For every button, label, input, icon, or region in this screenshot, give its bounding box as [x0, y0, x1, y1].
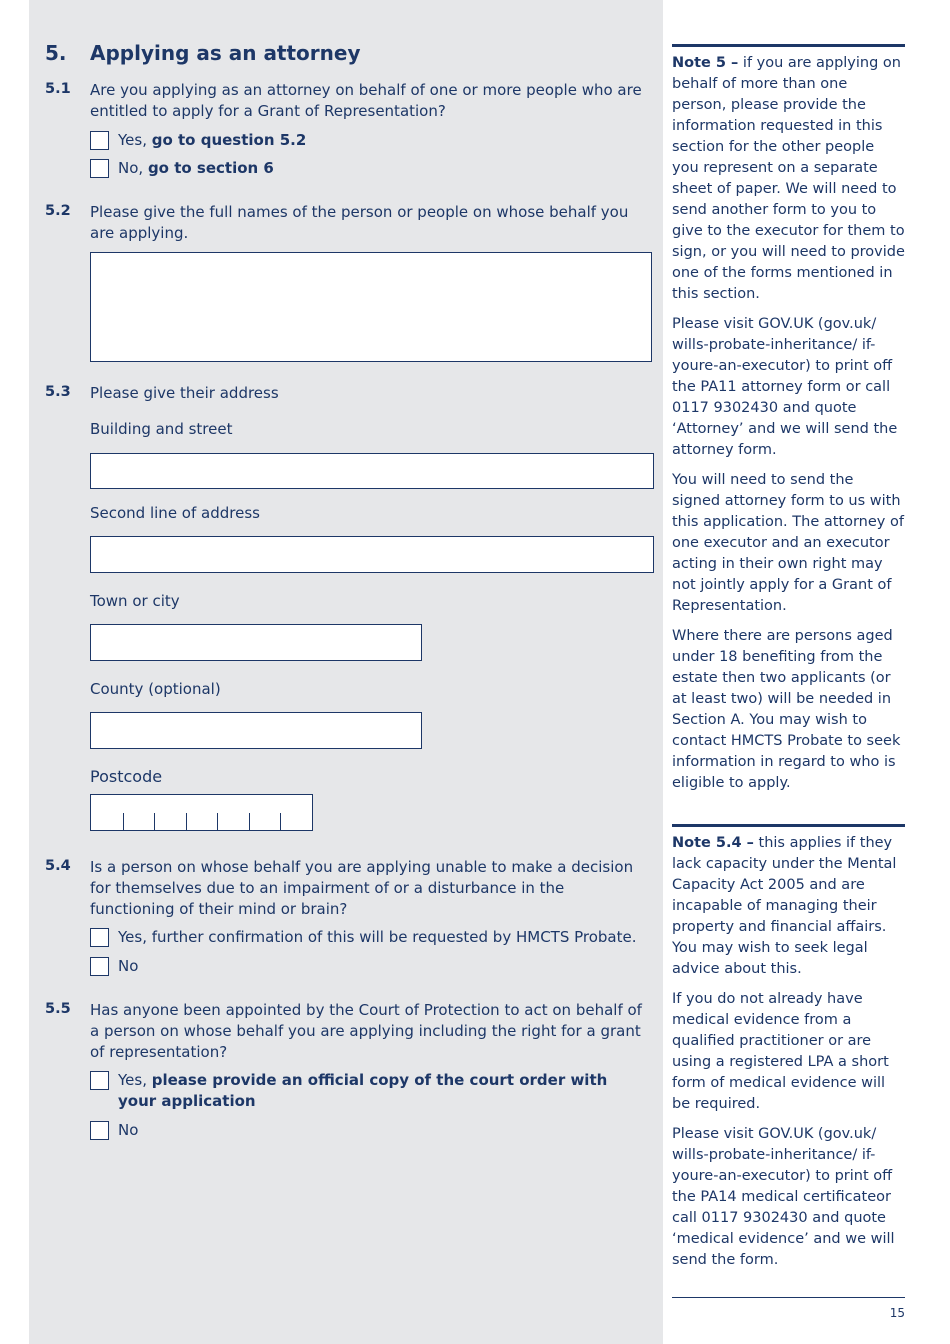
question-number-5-3: 5.3 [45, 384, 71, 400]
option-5-1-yes[interactable]: Yes, go to question 5.2 [90, 130, 638, 151]
county-label: County (optional) [90, 680, 221, 698]
full-names-field[interactable] [90, 252, 652, 362]
postcode-cell[interactable] [249, 795, 281, 830]
option-5-5-no[interactable]: No [90, 1120, 638, 1141]
checkbox-5-5-yes[interactable] [90, 1071, 109, 1090]
note-5-4-rule [672, 824, 905, 827]
building-street-field[interactable] [90, 453, 654, 489]
note-5-4: Note 5.4 – this applies if they lack capacity under the Mental Capacity Act 2005 and are incapable of managing their property and financial affairs. You may wish to seek legal advice about this. If you do not already have medical evidence from a qualified practitioner or are using a registered LPA a short form of medical evidence will be required. Please visit GOV.UK (gov.uk/ wills-probate-inheritance/ if-youre-an-executor) to print off the PA14 medical certificateor call 0117 9302430 and quote ‘medical evidence’ and we will send the form. [672, 835, 897, 1268]
second-line-field[interactable] [90, 536, 654, 573]
question-text-5-5: Has anyone been appointed by the Court of Protection to act on behalf of a person on whose behalf you are applying including the right for a grant of representation? [90, 1001, 642, 1061]
page-number: 15 [889, 1306, 905, 1320]
postcode-cell[interactable] [123, 795, 155, 830]
town-city-field[interactable] [90, 624, 422, 661]
postcode-cell[interactable] [280, 795, 312, 830]
question-text-5-1: Are you applying as an attorney on behalf of one or more people who are entitled to apply for a Grant of Representation? [90, 81, 642, 120]
checkbox-5-4-yes[interactable] [90, 928, 109, 947]
postcode-cell[interactable] [154, 795, 186, 830]
postcode-label: Postcode [90, 767, 163, 786]
postcode-cell[interactable] [186, 795, 218, 830]
second-line-label: Second line of address [90, 504, 260, 522]
postcode-cell[interactable] [217, 795, 249, 830]
checkbox-5-4-no[interactable] [90, 957, 109, 976]
question-number-5-2: 5.2 [45, 203, 71, 219]
note-5-rule [672, 44, 905, 47]
section-number: 5. [45, 41, 67, 65]
checkbox-5-1-no[interactable] [90, 159, 109, 178]
note-bottom-rule [672, 1297, 905, 1298]
question-text-5-4: Is a person on whose behalf you are applying unable to make a decision for themselves due to an impairment of or a disturbance in the functioning of their mind or brain? [90, 858, 634, 918]
building-street-label: Building and street [90, 420, 233, 438]
question-number-5-1: 5.1 [45, 81, 71, 97]
option-5-4-yes[interactable]: Yes, further confirmation of this will be requested by HMCTS Probate. [90, 927, 638, 948]
option-5-4-no[interactable]: No [90, 956, 638, 977]
question-text-5-3: Please give their address [90, 384, 279, 402]
option-5-1-no[interactable]: No, go to section 6 [90, 158, 638, 179]
checkbox-5-5-no[interactable] [90, 1121, 109, 1140]
note-5: Note 5 – if you are applying on behalf of more than one person, please provide the information requested in this section for the other people you represent on a separate sheet of paper. We will need to send another form to you to give to the executor for them to sign, or you will need to provide one of the forms mentioned in this section. Please visit GOV.UK (gov.uk/ wills-probate-inheritance/ if-youre-an-executor) to print off the PA11 attorney form or call 0117 9302430 and quote ‘Attorney’ and we will send the attorney form. You will need to send the signed attorney form to us with this application. The attorney of one executor and an executor acting in their own right may not jointly apply for a Grant of Representation. Where there are persons aged under 18 benefiting from the estate then two applicants (or at least two) will be needed in Section A. You may wish to contact HMCTS Probate to seek information in regard to who is eligible to apply. [672, 55, 905, 791]
postcode-cell[interactable] [91, 795, 123, 830]
question-text-5-2: Please give the full names of the person or people on whose behalf you are applying. [90, 203, 629, 242]
town-city-label: Town or city [90, 592, 180, 610]
section-title: Applying as an attorney [90, 41, 361, 65]
county-field[interactable] [90, 712, 422, 749]
checkbox-5-1-yes[interactable] [90, 131, 109, 150]
postcode-field[interactable] [90, 794, 313, 831]
option-5-5-yes[interactable]: Yes, please provide an official copy of the court order with your application [90, 1070, 618, 1112]
question-number-5-4: 5.4 [45, 858, 71, 874]
question-number-5-5: 5.5 [45, 1001, 71, 1017]
